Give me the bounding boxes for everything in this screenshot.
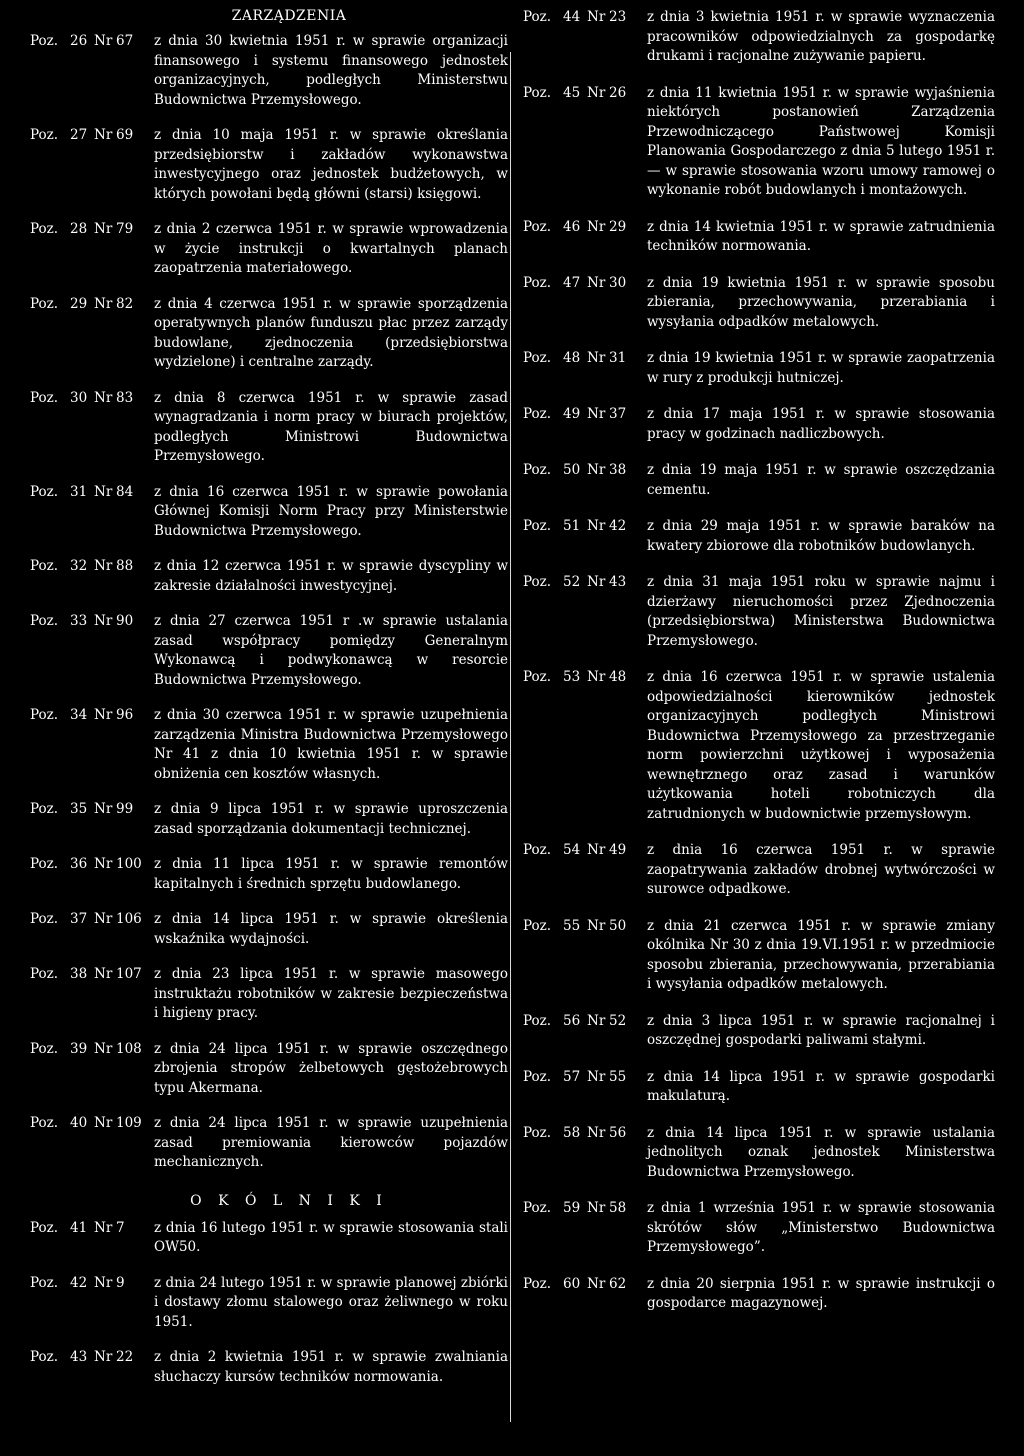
poz-label: Poz. bbox=[523, 84, 552, 101]
entry-meta bbox=[523, 349, 647, 369]
nr-label: Nr bbox=[587, 462, 606, 478]
poz-number: 33 bbox=[70, 613, 88, 629]
poz-number: 34 bbox=[70, 707, 88, 723]
entry-text: z dnia 14 lipca 1951 r. w sprawie ustalania jednolitych oznak jednostek Ministerstwa Budownictwa Przemysłowego. bbox=[647, 1124, 995, 1180]
entry-text: z dnia 16 czerwca 1951 r. w sprawie powołania Głównej Komisji Norm Pracy przy Ministerstwie Budownictwa Przemysłowego. bbox=[154, 483, 508, 539]
poz-label: Poz. bbox=[523, 406, 552, 422]
entry-meta bbox=[523, 1012, 647, 1032]
entry-text: z dnia 8 czerwca 1951 r. w sprawie zasad wynagradzania i norm pracy w biurach projektów, podległych Ministrowi Budownictwa Przemysłowego. bbox=[154, 389, 508, 464]
entry-meta bbox=[523, 1199, 647, 1219]
list-item bbox=[30, 32, 508, 110]
nr-number: 84 bbox=[116, 483, 134, 500]
poz-label: Poz. bbox=[30, 389, 59, 406]
list-item bbox=[30, 389, 508, 467]
poz-number: 58 bbox=[563, 1124, 581, 1141]
poz-label: Poz. bbox=[30, 127, 59, 143]
nr-number: 29 bbox=[609, 218, 627, 235]
zarzadzenia-list bbox=[30, 32, 508, 1173]
poz-number: 39 bbox=[70, 1040, 88, 1057]
nr-label: Nr bbox=[587, 842, 606, 858]
okolniki-list-right bbox=[523, 8, 995, 1314]
poz-number: 44 bbox=[563, 9, 581, 25]
poz-number: 59 bbox=[563, 1200, 581, 1216]
nr-label: Nr bbox=[94, 558, 113, 574]
entry-text: z dnia 16 lutego 1951 r. w sprawie stosowania stali OW50. bbox=[154, 1219, 508, 1255]
list-item bbox=[523, 1199, 995, 1258]
entry-meta bbox=[30, 706, 154, 726]
poz-label: Poz. bbox=[523, 218, 552, 235]
entry-meta bbox=[30, 220, 154, 240]
nr-label: Nr bbox=[94, 856, 113, 872]
entry-meta bbox=[30, 910, 154, 930]
list-item bbox=[523, 573, 995, 651]
entry-meta bbox=[523, 668, 647, 688]
poz-label: Poz. bbox=[30, 966, 59, 982]
list-item bbox=[523, 1275, 995, 1314]
entry-text: z dnia 23 lipca 1951 r. w sprawie masowego instruktażu robotników w zakresie bezpieczeństwa i higieny pracy. bbox=[154, 966, 508, 1021]
list-item bbox=[523, 668, 995, 824]
list-item bbox=[30, 126, 508, 204]
nr-label: Nr bbox=[94, 221, 113, 237]
nr-label: Nr bbox=[587, 274, 606, 291]
poz-label: Poz. bbox=[523, 1275, 552, 1292]
entry-text: z dnia 10 maja 1951 r. w sprawie określania przedsiębiorstw i zakładów wykonawstwa inwestycyjnego oraz jednostek budżetowych, w których powołani będą główni (starsi) księgowi. bbox=[154, 127, 508, 202]
nr-number: 49 bbox=[609, 842, 627, 858]
entry-meta bbox=[30, 32, 154, 52]
entry-meta bbox=[30, 1040, 154, 1060]
nr-number: 83 bbox=[116, 389, 134, 406]
right-column bbox=[523, 8, 995, 1331]
left-column bbox=[30, 8, 508, 1403]
entry-meta bbox=[523, 405, 647, 425]
entry-text: z dnia 2 kwietnia 1951 r. w sprawie zwalniania słuchaczy kursów techników normowania. bbox=[154, 1349, 508, 1385]
poz-number: 55 bbox=[563, 917, 581, 934]
okolniki-list-left bbox=[30, 1219, 508, 1388]
zarzadzenia-heading: ZARZĄDZENIA bbox=[231, 8, 347, 24]
poz-number: 35 bbox=[70, 801, 88, 817]
list-item bbox=[30, 220, 508, 279]
entry-meta bbox=[523, 1068, 647, 1088]
entry-meta bbox=[30, 295, 154, 315]
list-item bbox=[523, 349, 995, 388]
poz-number: 57 bbox=[563, 1068, 581, 1085]
nr-number: 55 bbox=[609, 1068, 627, 1085]
list-item bbox=[523, 917, 995, 995]
nr-label: Nr bbox=[94, 966, 113, 982]
nr-number: 43 bbox=[609, 574, 627, 590]
nr-label: Nr bbox=[587, 1124, 606, 1141]
nr-label: Nr bbox=[94, 1349, 113, 1365]
nr-number: 88 bbox=[116, 558, 134, 574]
entry-text: z dnia 30 czerwca 1951 r. w sprawie uzupełnienia zarządzenia Ministra Budownictwa Przemysłowego Nr 41 z dnia 10 kwietnia 1951 r. w sprawie obniżenia cen kosztów własnych. bbox=[154, 707, 508, 782]
okolniki-heading: O K Ó L N I K I bbox=[190, 1192, 388, 1209]
poz-number: 43 bbox=[70, 1349, 88, 1365]
nr-number: 96 bbox=[116, 707, 134, 723]
entry-meta bbox=[523, 917, 647, 937]
poz-label: Poz. bbox=[30, 1349, 59, 1365]
entry-meta bbox=[30, 389, 154, 409]
entry-meta bbox=[30, 1348, 154, 1368]
list-item bbox=[30, 855, 508, 894]
poz-number: 27 bbox=[70, 127, 88, 143]
poz-label: Poz. bbox=[30, 1040, 59, 1057]
list-item bbox=[523, 405, 995, 444]
entry-text: z dnia 14 lipca 1951 r. w sprawie gospodarki makulaturą. bbox=[647, 1068, 995, 1104]
list-item bbox=[30, 965, 508, 1024]
entry-meta bbox=[523, 84, 647, 104]
poz-label: Poz. bbox=[523, 350, 552, 366]
poz-label: Poz. bbox=[523, 518, 552, 534]
poz-number: 54 bbox=[563, 842, 581, 858]
nr-label: Nr bbox=[587, 518, 606, 534]
entry-text: z dnia 14 kwietnia 1951 r. w sprawie zatrudnienia techników normowania. bbox=[647, 218, 995, 254]
nr-label: Nr bbox=[587, 9, 606, 25]
poz-label: Poz. bbox=[30, 33, 59, 49]
nr-number: 37 bbox=[609, 406, 627, 422]
poz-label: Poz. bbox=[30, 1219, 59, 1236]
nr-label: Nr bbox=[94, 33, 113, 49]
entry-meta bbox=[523, 274, 647, 294]
nr-number: 90 bbox=[116, 613, 134, 629]
entry-text: z dnia 3 kwietnia 1951 r. w sprawie wyznaczenia pracowników odpowiedzialnych za gospodarkę drukami i racjonalne zużywanie papieru. bbox=[647, 9, 995, 64]
nr-number: 106 bbox=[116, 911, 142, 927]
nr-label: Nr bbox=[587, 350, 606, 366]
nr-number: 62 bbox=[609, 1275, 627, 1292]
entry-text: z dnia 24 lipca 1951 r. w sprawie oszczędnego zbrojenia stropów żelbetowych gęstożebrowych typu Akermana. bbox=[154, 1040, 508, 1096]
entry-meta bbox=[30, 800, 154, 820]
list-item bbox=[30, 1114, 508, 1173]
nr-number: 42 bbox=[609, 518, 627, 534]
poz-label: Poz. bbox=[30, 483, 59, 500]
poz-number: 32 bbox=[70, 558, 88, 574]
entry-meta bbox=[523, 1124, 647, 1144]
nr-number: 69 bbox=[116, 127, 134, 143]
entry-meta bbox=[30, 965, 154, 985]
poz-number: 30 bbox=[70, 389, 88, 406]
poz-number: 28 bbox=[70, 221, 88, 237]
poz-label: Poz. bbox=[523, 462, 552, 478]
nr-number: 38 bbox=[609, 462, 627, 478]
nr-label: Nr bbox=[587, 218, 606, 235]
nr-number: 58 bbox=[609, 1200, 627, 1216]
poz-number: 26 bbox=[70, 33, 88, 49]
poz-label: Poz. bbox=[523, 574, 552, 590]
entry-text: z dnia 20 sierpnia 1951 r. w sprawie instrukcji o gospodarce magazynowej. bbox=[647, 1275, 995, 1311]
nr-label: Nr bbox=[94, 613, 113, 629]
list-item bbox=[30, 295, 508, 373]
poz-label: Poz. bbox=[30, 856, 59, 872]
nr-number: 7 bbox=[116, 1219, 125, 1236]
entry-text: z dnia 16 czerwca 1951 r. w sprawie ustalenia odpowiedzialności kierowników jednostek organizacyjnych podległych Ministrowi Budownictwa Przemysłowego za przestrzeganie norm powierzchni użytkowej i wyposażenia wewnętrznego oraz zasad i warunków użytkowania hoteli robotniczych dla zatrudnionych w budownictwie przemysłowym. bbox=[647, 669, 995, 822]
entry-meta bbox=[30, 1274, 154, 1294]
poz-label: Poz. bbox=[523, 9, 552, 25]
entry-text: z dnia 11 lipca 1951 r. w sprawie remontów kapitalnych i średnich sprzętu budowlanego. bbox=[154, 856, 508, 892]
nr-number: 99 bbox=[116, 801, 134, 817]
list-item bbox=[523, 841, 995, 900]
entry-text: z dnia 4 czerwca 1951 r. w sprawie sporządzenia operatywnych planów funduszu płac przez zarządy budowlane, zjednoczenia (przedsiębiorstwa wydzielone) i centralne zarządy. bbox=[154, 295, 508, 370]
list-item bbox=[30, 910, 508, 949]
poz-label: Poz. bbox=[30, 1274, 59, 1291]
nr-label: Nr bbox=[94, 801, 113, 817]
list-item bbox=[523, 1124, 995, 1183]
entry-text: z dnia 27 czerwca 1951 r .w sprawie ustalania zasad współpracy pomiędzy Generalnym Wykonawcą i podwykonawcą w resorcie Budownictwa Przemysłowego. bbox=[154, 613, 508, 688]
poz-label: Poz. bbox=[523, 1124, 552, 1141]
list-item bbox=[30, 557, 508, 596]
poz-label: Poz. bbox=[30, 221, 59, 237]
list-item bbox=[523, 84, 995, 201]
nr-number: 107 bbox=[116, 966, 142, 982]
entry-text: z dnia 24 lutego 1951 r. w sprawie planowej zbiórki i dostawy złomu stalowego oraz żeliwnego w roku 1951. bbox=[154, 1274, 508, 1330]
list-item bbox=[523, 1068, 995, 1107]
nr-label: Nr bbox=[587, 1012, 606, 1029]
nr-label: Nr bbox=[94, 707, 113, 723]
list-item bbox=[30, 1040, 508, 1099]
poz-label: Poz. bbox=[523, 1012, 552, 1029]
nr-number: 30 bbox=[609, 274, 627, 291]
entry-text: z dnia 16 czerwca 1951 r. w sprawie zaopatrywania zakładów drobnej wytwórczości w surowce odpadkowe. bbox=[647, 842, 995, 897]
list-item bbox=[30, 483, 508, 542]
nr-number: 56 bbox=[609, 1124, 627, 1141]
poz-label: Poz. bbox=[30, 1115, 59, 1131]
poz-number: 48 bbox=[563, 350, 581, 366]
entry-meta bbox=[523, 573, 647, 593]
poz-label: Poz. bbox=[523, 1068, 552, 1085]
poz-label: Poz. bbox=[30, 911, 59, 927]
entry-meta bbox=[30, 557, 154, 577]
poz-number: 53 bbox=[563, 669, 581, 685]
poz-label: Poz. bbox=[523, 274, 552, 291]
poz-number: 41 bbox=[70, 1219, 88, 1236]
poz-number: 52 bbox=[563, 574, 581, 590]
poz-number: 29 bbox=[70, 295, 88, 312]
nr-number: 50 bbox=[609, 917, 627, 934]
poz-number: 60 bbox=[563, 1275, 581, 1292]
nr-label: Nr bbox=[94, 1040, 113, 1057]
nr-number: 67 bbox=[116, 33, 134, 49]
poz-number: 46 bbox=[563, 218, 581, 235]
nr-label: Nr bbox=[587, 84, 606, 101]
poz-number: 50 bbox=[563, 462, 581, 478]
entry-text: z dnia 30 kwietnia 1951 r. w sprawie organizacji finansowego i systemu finansowego jednostek organizacyjnych, podległych Ministerstwu Budownictwa Przemysłowego. bbox=[154, 33, 508, 108]
nr-label: Nr bbox=[94, 1219, 113, 1236]
entry-text: z dnia 1 września 1951 r. w sprawie stosowania skrótów słów „Ministerstwo Budownictwa Przemysłowego”. bbox=[647, 1200, 995, 1255]
poz-number: 42 bbox=[70, 1274, 88, 1291]
nr-label: Nr bbox=[587, 1275, 606, 1292]
entry-text: z dnia 3 lipca 1951 r. w sprawie racjonalnej i oszczędnej gospodarki paliwami stałymi. bbox=[647, 1012, 995, 1048]
nr-label: Nr bbox=[94, 1115, 113, 1131]
list-item bbox=[523, 461, 995, 500]
entry-meta bbox=[523, 218, 647, 238]
column-divider bbox=[510, 52, 511, 1422]
poz-number: 31 bbox=[70, 483, 88, 500]
entry-meta bbox=[523, 461, 647, 481]
poz-label: Poz. bbox=[30, 801, 59, 817]
entry-meta bbox=[30, 612, 154, 632]
nr-number: 109 bbox=[116, 1115, 142, 1131]
entry-text: z dnia 12 czerwca 1951 r. w sprawie dyscypliny w zakresie działalności inwestycyjnej. bbox=[154, 558, 508, 594]
entry-meta bbox=[30, 1219, 154, 1239]
nr-label: Nr bbox=[94, 911, 113, 927]
poz-number: 37 bbox=[70, 911, 88, 927]
poz-number: 36 bbox=[70, 856, 88, 872]
poz-label: Poz. bbox=[30, 558, 59, 574]
entry-text: z dnia 24 lipca 1951 r. w sprawie uzupełnienia zasad premiowania kierowców pojazdów mechanicznych. bbox=[154, 1115, 508, 1170]
poz-number: 56 bbox=[563, 1012, 581, 1029]
nr-label: Nr bbox=[587, 917, 606, 934]
entry-meta bbox=[523, 841, 647, 861]
nr-number: 9 bbox=[116, 1274, 125, 1291]
poz-label: Poz. bbox=[30, 613, 59, 629]
poz-label: Poz. bbox=[523, 917, 552, 934]
entry-text: z dnia 17 maja 1951 r. w sprawie stosowania pracy w godzinach nadliczbowych. bbox=[647, 406, 995, 442]
nr-number: 26 bbox=[609, 84, 627, 101]
nr-label: Nr bbox=[587, 1200, 606, 1216]
list-item bbox=[30, 800, 508, 839]
nr-number: 79 bbox=[116, 221, 134, 237]
nr-number: 48 bbox=[609, 669, 627, 685]
poz-number: 38 bbox=[70, 966, 88, 982]
entry-text: z dnia 29 maja 1951 r. w sprawie baraków na kwatery zbiorowe dla robotników budowlanych. bbox=[647, 518, 995, 554]
list-item bbox=[30, 1219, 508, 1258]
nr-label: Nr bbox=[94, 389, 113, 406]
list-item bbox=[523, 218, 995, 257]
nr-number: 108 bbox=[116, 1040, 142, 1057]
nr-number: 23 bbox=[609, 9, 627, 25]
poz-label: Poz. bbox=[30, 707, 59, 723]
poz-number: 45 bbox=[563, 84, 581, 101]
entry-text: z dnia 19 kwietnia 1951 r. w sprawie zaopatrzenia w rury z produkcji hutniczej. bbox=[647, 350, 995, 386]
nr-label: Nr bbox=[587, 1068, 606, 1085]
list-item bbox=[30, 612, 508, 690]
nr-label: Nr bbox=[587, 574, 606, 590]
nr-number: 52 bbox=[609, 1012, 627, 1029]
poz-label: Poz. bbox=[30, 295, 59, 312]
nr-label: Nr bbox=[587, 406, 606, 422]
entry-text: z dnia 2 czerwca 1951 r. w sprawie wprowadzenia w życie instrukcji o kwartalnych planach zaopatrzenia materiałowego. bbox=[154, 221, 508, 276]
entry-meta bbox=[523, 8, 647, 28]
entry-meta bbox=[30, 483, 154, 503]
entry-meta bbox=[523, 1275, 647, 1295]
entry-text: z dnia 14 lipca 1951 r. w sprawie określenia wskaźnika wydajności. bbox=[154, 911, 508, 947]
nr-label: Nr bbox=[94, 295, 113, 312]
poz-label: Poz. bbox=[523, 842, 552, 858]
list-item bbox=[30, 1348, 508, 1387]
poz-number: 40 bbox=[70, 1115, 88, 1131]
list-item bbox=[523, 517, 995, 556]
nr-number: 22 bbox=[116, 1349, 134, 1365]
entry-meta bbox=[30, 126, 154, 146]
nr-number: 82 bbox=[116, 295, 134, 312]
entry-text: z dnia 31 maja 1951 roku w sprawie najmu i dzierżawy nieruchomości przez Zjednoczenia (przedsiębiorstwa) Ministerstwa Budownictwa Przemysłowego. bbox=[647, 574, 995, 649]
nr-label: Nr bbox=[587, 669, 606, 685]
entry-meta bbox=[30, 855, 154, 875]
entry-meta bbox=[30, 1114, 154, 1134]
nr-number: 100 bbox=[116, 856, 142, 872]
nr-label: Nr bbox=[94, 483, 113, 500]
entry-meta bbox=[523, 517, 647, 537]
nr-number: 31 bbox=[609, 350, 627, 366]
entry-text: z dnia 11 kwietnia 1951 r. w sprawie wyjaśnienia niektórych postanowień Zarządzenia Przewodniczącego Państwowej Komisji Planowania Gospodarczego z dnia 5 lutego 1951 r. — w sprawie stosowania wzoru umowy ramowej o wykonanie robót budowlanych i montażowych. bbox=[647, 84, 995, 198]
list-item bbox=[30, 1274, 508, 1333]
entry-text: z dnia 19 kwietnia 1951 r. w sprawie sposobu zbierania, przechowywania, przerabiania i wysyłania odpadków metalowych. bbox=[647, 274, 995, 330]
list-item bbox=[523, 274, 995, 333]
poz-number: 47 bbox=[563, 274, 581, 291]
list-item bbox=[30, 706, 508, 784]
poz-label: Poz. bbox=[523, 669, 552, 685]
list-item bbox=[523, 1012, 995, 1051]
entry-text: z dnia 9 lipca 1951 r. w sprawie uproszczenia zasad sporządzania dokumentacji technicznej. bbox=[154, 801, 508, 837]
nr-label: Nr bbox=[94, 127, 113, 143]
poz-label: Poz. bbox=[523, 1200, 552, 1216]
poz-number: 49 bbox=[563, 406, 581, 422]
list-item bbox=[523, 8, 995, 67]
poz-number: 51 bbox=[563, 518, 581, 534]
entry-text: z dnia 21 czerwca 1951 r. w sprawie zmiany okólnika Nr 30 z dnia 19.VI.1951 r. w przedmiocie sposobu zbierania, przechowywania, przerabiania i wysyłania odpadków metalowych. bbox=[647, 917, 995, 992]
entry-text: z dnia 19 maja 1951 r. w sprawie oszczędzania cementu. bbox=[647, 462, 995, 498]
nr-label: Nr bbox=[94, 1274, 113, 1291]
